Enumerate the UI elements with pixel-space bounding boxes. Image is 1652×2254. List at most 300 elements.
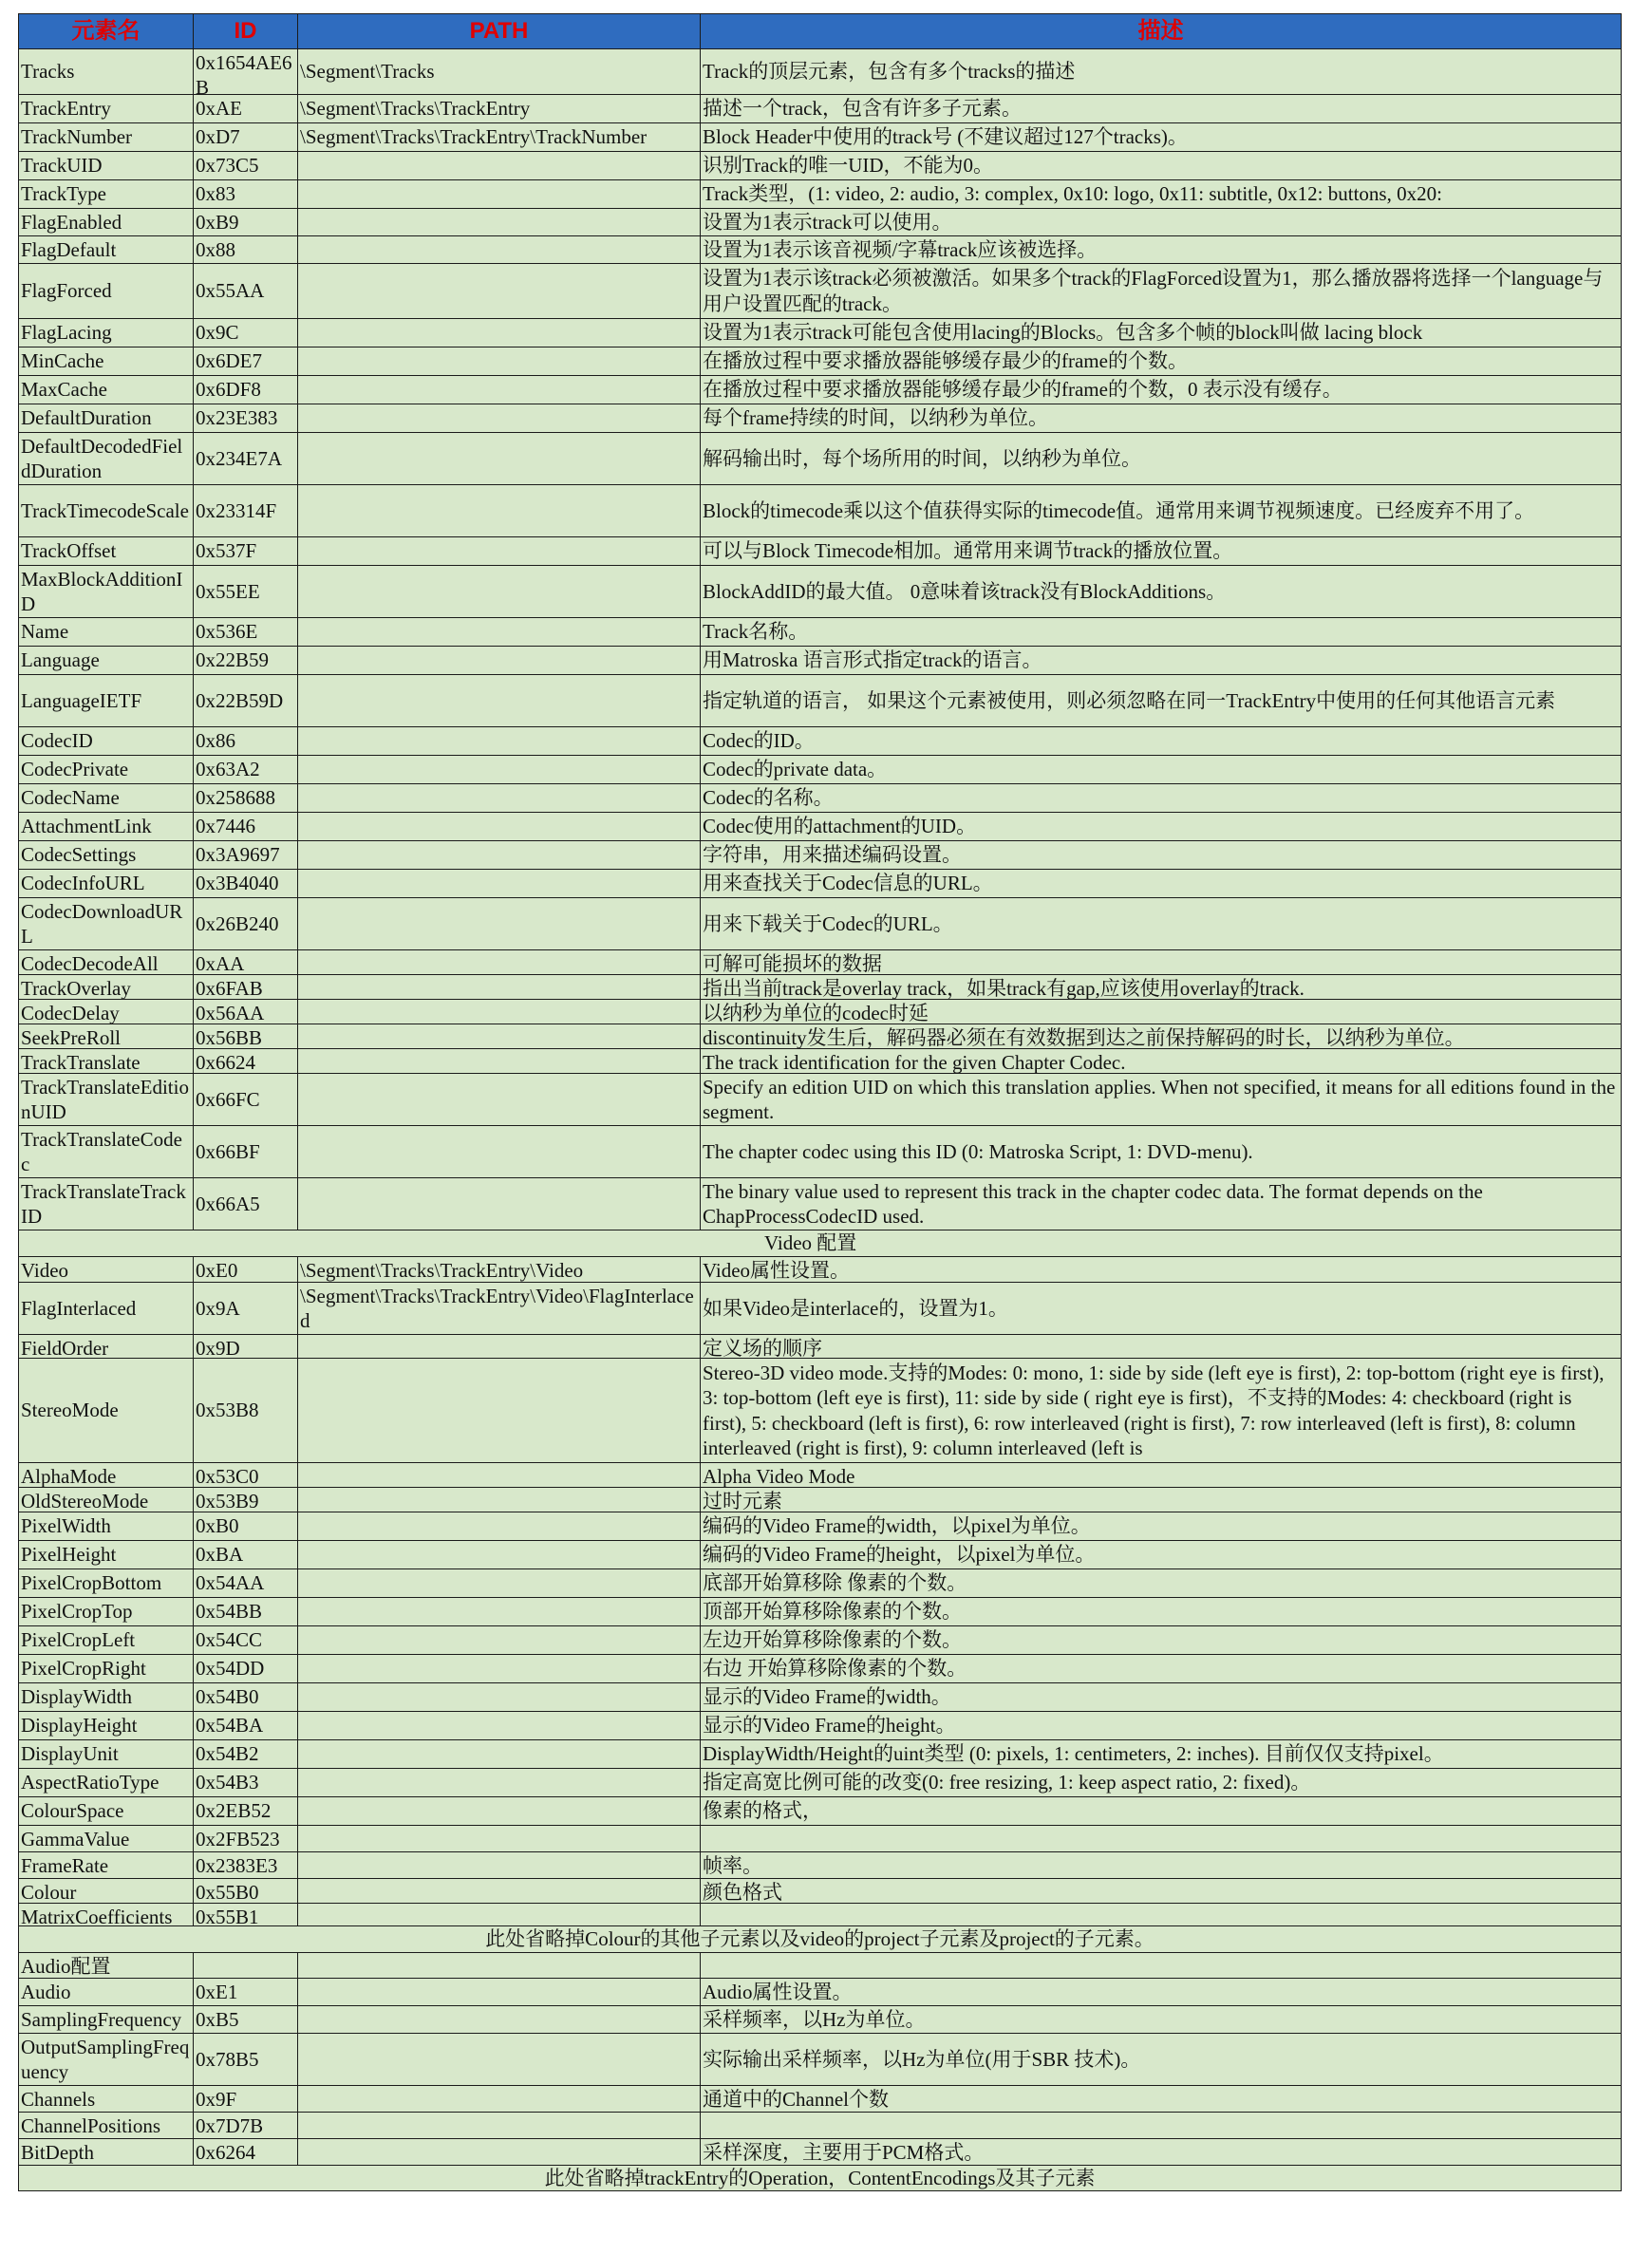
cell-id-text: 0x63A2	[196, 758, 260, 781]
cell-id-text: 0x2383E3	[196, 1853, 278, 1877]
cell-description	[701, 152, 1622, 180]
table-row	[19, 950, 1622, 975]
cell-description	[701, 1769, 1622, 1797]
table-row	[19, 647, 1622, 675]
cell-id-text: 0x54B0	[196, 1685, 259, 1709]
cell-id	[194, 347, 298, 376]
cell-element-name-text: ColourSpace	[21, 1799, 124, 1823]
cell-id	[194, 1904, 298, 1926]
cell-element-name-text: PixelHeight	[21, 1543, 117, 1567]
cell-element-name	[19, 433, 194, 485]
cell-element-name	[19, 1257, 194, 1283]
cell-description-text: 设置为1表示track可能包含使用lacing的Blocks。包含多个帧的block叫做 lacing block	[703, 321, 1423, 345]
cell-description-text: 过时元素	[703, 1489, 782, 1512]
cell-description-text: 设置为1表示该track必须被激活。如果多个track的FlagForced设置为1，那么播放器将选择一个language与用户设置匹配的track。	[703, 267, 1604, 315]
cell-id	[194, 727, 298, 756]
cell-element-name	[19, 95, 194, 123]
table-row	[19, 1024, 1622, 1049]
cell-element-name-text: OldStereoMode	[21, 1489, 149, 1512]
cell-id	[194, 2034, 298, 2086]
cell-path	[298, 180, 701, 209]
cell-path	[298, 485, 701, 537]
cell-description-text: 显示的Video Frame的width。	[703, 1685, 951, 1709]
cell-element-name	[19, 647, 194, 675]
table-row	[19, 1979, 1622, 2006]
cell-description	[701, 2034, 1622, 2086]
cell-element-name	[19, 1769, 194, 1797]
cell-id	[194, 1257, 298, 1283]
cell-path	[298, 2086, 701, 2113]
cell-path	[298, 1712, 701, 1740]
cell-path	[298, 2139, 701, 2166]
table-row	[19, 841, 1622, 870]
cell-id	[194, 433, 298, 485]
cell-id-text: 0x2EB52	[196, 1799, 272, 1823]
table-row	[19, 1826, 1622, 1852]
cell-description	[701, 95, 1622, 123]
section-row	[19, 1230, 1622, 1257]
cell-path	[298, 784, 701, 813]
table-row	[19, 1512, 1622, 1541]
cell-id-text: 0x22B59D	[196, 688, 284, 712]
cell-element-name	[19, 2086, 194, 2113]
cell-id-text: 0xAA	[196, 951, 245, 974]
cell-element-name	[19, 347, 194, 376]
cell-description-text: 像素的格式，	[703, 1799, 822, 1823]
cell-id-text: 0xD7	[196, 125, 240, 149]
cell-id	[194, 1541, 298, 1569]
table-row	[19, 1335, 1622, 1359]
cell-element-name	[19, 1852, 194, 1879]
cell-element-name	[19, 813, 194, 841]
cell-element-name	[19, 485, 194, 537]
cell-description	[701, 236, 1622, 264]
section-note: 此处省略掉Colour的其他子元素以及video的project子元素及project的子元素。	[19, 1926, 1622, 1953]
cell-id-text: 0x258688	[196, 786, 275, 810]
cell-id	[194, 236, 298, 264]
cell-description	[701, 784, 1622, 813]
table-row	[19, 376, 1622, 404]
cell-description	[701, 1335, 1622, 1359]
cell-id	[194, 376, 298, 404]
cell-path	[298, 152, 701, 180]
cell-element-name	[19, 123, 194, 152]
cell-element-name-text: CodecInfoURL	[21, 872, 145, 895]
cell-element-name	[19, 209, 194, 236]
cell-description-text: 定义场的顺序	[703, 1336, 822, 1358]
cell-description-text: 底部开始算移除 像素的个数。	[703, 1571, 967, 1595]
cell-element-name-text: FlagForced	[21, 279, 112, 303]
cell-description-text: 用Matroska 语言形式指定track的语言。	[703, 648, 1042, 672]
header-path: PATH	[298, 14, 701, 49]
cell-id	[194, 1283, 298, 1335]
cell-description-text: Block的timecode乘以这个值获得实际的timecode值。通常用来调节视频速度。已经废弃不用了。	[703, 498, 1535, 522]
cell-element-name	[19, 975, 194, 1000]
cell-element-name	[19, 2006, 194, 2034]
cell-element-name-text: Audio	[21, 1980, 71, 2003]
cell-description-text: Audio属性设置。	[703, 1980, 853, 2003]
cell-id	[194, 1463, 298, 1488]
cell-description-text: 每个frame持续的时间，以纳秒为单位。	[703, 406, 1048, 430]
cell-path	[298, 1904, 701, 1926]
cell-id	[194, 209, 298, 236]
cell-id	[194, 1569, 298, 1598]
cell-description-text: Track的顶层元素，包含有多个tracks的描述	[703, 60, 1076, 84]
cell-description-text: 解码输出时，每个场所用的时间，以纳秒为单位。	[703, 446, 1141, 470]
cell-description-text: 可解可能损坏的数据	[703, 951, 882, 974]
cell-id	[194, 975, 298, 1000]
cell-description	[701, 1000, 1622, 1024]
cell-element-name	[19, 1000, 194, 1024]
cell-description	[701, 1569, 1622, 1598]
cell-path	[298, 1359, 701, 1463]
cell-description-text: Codec的private data。	[703, 758, 888, 781]
cell-description	[701, 1178, 1622, 1230]
cell-element-name	[19, 1178, 194, 1230]
cell-id-text: 0x54BA	[196, 1714, 264, 1737]
cell-description-text: The track identification for the given Chapter Codec.	[703, 1050, 1126, 1073]
cell-description-text: 设置为1表示该音视频/字幕track应该被选择。	[703, 237, 1098, 261]
cell-description-text: 通道中的Channel个数	[703, 2087, 889, 2111]
cell-element-name-text: MaxCache	[21, 378, 107, 402]
cell-element-name-text: Language	[21, 648, 100, 672]
cell-description	[701, 870, 1622, 898]
cell-id	[194, 841, 298, 870]
cell-element-name-text: Audio配置	[21, 1954, 111, 1978]
cell-description	[701, 950, 1622, 975]
cell-element-name	[19, 1904, 194, 1926]
table-row	[19, 236, 1622, 264]
cell-path	[298, 1000, 701, 1024]
cell-description-text: 采样频率，以Hz为单位。	[703, 2007, 926, 2031]
table-row	[19, 1569, 1622, 1598]
cell-element-name-text: TrackTranslate	[21, 1050, 141, 1073]
cell-id	[194, 870, 298, 898]
cell-id-text: 0xE0	[196, 1258, 238, 1282]
cell-id-text: 0x86	[196, 729, 235, 753]
cell-element-name-text: LanguageIETF	[21, 688, 142, 712]
table-row	[19, 1797, 1622, 1826]
table-row	[19, 1126, 1622, 1178]
cell-path	[298, 376, 701, 404]
cell-element-name	[19, 618, 194, 647]
cell-description-text: Track类型，(1: video, 2: audio, 3: complex, 0x10: logo, 0x11: subtitle, 0x12: buttons, 0x20:	[703, 182, 1442, 206]
cell-element-name-text: DisplayUnit	[21, 1742, 119, 1766]
cell-description	[701, 618, 1622, 647]
cell-path	[298, 870, 701, 898]
cell-element-name-text: OutputSamplingFrequency	[21, 2035, 190, 2083]
cell-id-text: 0x6264	[196, 2140, 255, 2164]
cell-id-text: 0x9F	[196, 2087, 237, 2111]
cell-id-text: 0x66BF	[196, 1139, 260, 1163]
cell-path	[298, 898, 701, 950]
cell-element-name	[19, 236, 194, 264]
cell-description-text: 编码的Video Frame的width，以pixel为单位。	[703, 1514, 1091, 1538]
cell-id	[194, 1598, 298, 1626]
cell-description	[701, 1541, 1622, 1569]
cell-id	[194, 123, 298, 152]
table-row	[19, 49, 1622, 95]
table-row	[19, 95, 1622, 123]
cell-element-name	[19, 2034, 194, 2086]
cell-id	[194, 1178, 298, 1230]
cell-id	[194, 675, 298, 727]
cell-description	[701, 975, 1622, 1000]
cell-description	[701, 2113, 1622, 2139]
cell-path	[298, 566, 701, 618]
cell-description-text: 顶部开始算移除像素的个数。	[703, 1600, 962, 1624]
cell-id-text: 0x53B8	[196, 1399, 259, 1422]
cell-description	[701, 2139, 1622, 2166]
cell-description	[701, 347, 1622, 376]
cell-path	[298, 1541, 701, 1569]
table-row	[19, 1953, 1622, 1979]
cell-id-text: 0x23E383	[196, 406, 278, 430]
cell-path	[298, 123, 701, 152]
cell-id	[194, 95, 298, 123]
cell-path	[298, 1979, 701, 2006]
cell-element-name-text: TrackType	[21, 182, 106, 206]
cell-description-text: The binary value used to represent this track in the chapter codec data. The format depends on the ChapProcessCodecID used.	[703, 1179, 1483, 1228]
cell-id	[194, 566, 298, 618]
table-row	[19, 618, 1622, 647]
cell-element-name-text: DisplayWidth	[21, 1685, 132, 1709]
cell-description	[701, 1074, 1622, 1126]
cell-id-text: 0x6FAB	[196, 976, 263, 999]
cell-id	[194, 1769, 298, 1797]
cell-element-name-text: TrackTranslateTrackID	[21, 1179, 186, 1228]
cell-id-text: 0x23314F	[196, 498, 277, 522]
cell-element-name	[19, 1359, 194, 1463]
cell-id-text: 0x78B5	[196, 2047, 259, 2071]
cell-id	[194, 2139, 298, 2166]
cell-element-name-text: SamplingFrequency	[21, 2007, 182, 2031]
cell-element-name	[19, 1512, 194, 1541]
table-row	[19, 1740, 1622, 1769]
cell-description	[701, 537, 1622, 566]
cell-element-name	[19, 1335, 194, 1359]
cell-path	[298, 756, 701, 784]
cell-description-text: 左边开始算移除像素的个数。	[703, 1628, 962, 1652]
cell-description	[701, 1463, 1622, 1488]
cell-element-name	[19, 1024, 194, 1049]
cell-description-text: 指定轨道的语言， 如果这个元素被使用，则必须忽略在同一TrackEntry中使用的任何其他语言元素	[703, 688, 1556, 712]
cell-id	[194, 1074, 298, 1126]
cell-path	[298, 2006, 701, 2034]
table-row	[19, 1655, 1622, 1683]
cell-element-name	[19, 404, 194, 433]
cell-id	[194, 1797, 298, 1826]
cell-id	[194, 618, 298, 647]
cell-id	[194, 756, 298, 784]
cell-element-name-text: FlagDefault	[21, 237, 117, 261]
table-row	[19, 675, 1622, 727]
cell-element-name-text: Colour	[21, 1880, 77, 1903]
cell-path	[298, 209, 701, 236]
cell-id-text: 0x9A	[196, 1296, 240, 1320]
cell-element-name-text: FrameRate	[21, 1853, 109, 1877]
cell-id-text: 0x55EE	[196, 579, 260, 603]
cell-id	[194, 1335, 298, 1359]
cell-id	[194, 2086, 298, 2113]
cell-id	[194, 1049, 298, 1074]
cell-description-text: 显示的Video Frame的height。	[703, 1714, 956, 1737]
cell-id	[194, 784, 298, 813]
cell-path	[298, 1257, 701, 1283]
cell-element-name-text: MatrixCoefficients	[21, 1905, 173, 1925]
cell-element-name	[19, 1879, 194, 1904]
header-id: ID	[194, 14, 298, 49]
cell-description-text: BlockAddID的最大值。 0意味着该track没有BlockAdditions。	[703, 579, 1227, 603]
cell-id-text: 0xB5	[196, 2007, 239, 2031]
cell-path	[298, 236, 701, 264]
cell-path	[298, 1769, 701, 1797]
cell-id-text: 0x55AA	[196, 279, 265, 303]
cell-description-text: Codec使用的attachment的UID。	[703, 815, 977, 838]
cell-id-text: 0x9D	[196, 1336, 240, 1358]
cell-id-text: 0x9C	[196, 321, 239, 345]
cell-element-name	[19, 319, 194, 347]
cell-description	[701, 485, 1622, 537]
cell-id-text: 0x55B0	[196, 1880, 259, 1903]
cell-path	[298, 319, 701, 347]
cell-id	[194, 180, 298, 209]
cell-description	[701, 1512, 1622, 1541]
cell-path	[298, 1126, 701, 1178]
cell-element-name-text: TrackOverlay	[21, 976, 131, 999]
cell-element-name-text: PixelCropLeft	[21, 1628, 136, 1652]
cell-id-text: 0x54DD	[196, 1657, 265, 1681]
cell-description-text: 在播放过程中要求播放器能够缓存最少的frame的个数。	[703, 349, 1188, 373]
cell-id-text: 0x54B2	[196, 1742, 259, 1766]
cell-description	[701, 1598, 1622, 1626]
cell-id-text: 0x1654AE6B	[196, 50, 292, 94]
cell-element-name-text: TrackNumber	[21, 125, 133, 149]
table-row	[19, 975, 1622, 1000]
cell-id-text: 0x3A9697	[196, 843, 280, 867]
cell-description-text: 可以与Block Timecode相加。通常用来调节track的播放位置。	[703, 539, 1233, 563]
cell-id	[194, 813, 298, 841]
cell-id	[194, 1953, 298, 1979]
cell-id-text: 0x54B3	[196, 1771, 259, 1794]
cell-description-text: Codec的ID。	[703, 729, 815, 753]
cell-element-name	[19, 2113, 194, 2139]
section-note: Video 配置	[19, 1230, 1622, 1257]
cell-id-text: 0x83	[196, 182, 235, 206]
cell-description	[701, 319, 1622, 347]
cell-element-name-text: CodecDelay	[21, 1001, 120, 1024]
cell-element-name	[19, 898, 194, 950]
cell-path	[298, 1598, 701, 1626]
cell-element-name-text: FlagInterlaced	[21, 1296, 137, 1320]
cell-id	[194, 1359, 298, 1463]
cell-description	[701, 566, 1622, 618]
cell-path	[298, 347, 701, 376]
cell-element-name-text: PixelCropTop	[21, 1600, 133, 1624]
cell-description	[701, 2006, 1622, 2034]
cell-path	[298, 1335, 701, 1359]
cell-path	[298, 1852, 701, 1879]
cell-element-name-text: Channels	[21, 2087, 96, 2111]
cell-description	[701, 1626, 1622, 1655]
cell-id-text: 0xAE	[196, 97, 242, 121]
cell-element-name	[19, 1797, 194, 1826]
cell-element-name-text: TrackTimecodeScale	[21, 498, 189, 522]
cell-id	[194, 2006, 298, 2034]
cell-id-text: 0xE1	[196, 1980, 238, 2003]
cell-description-text: 识别Track的唯一UID，不能为0。	[703, 154, 994, 178]
table-row	[19, 180, 1622, 209]
cell-description	[701, 1126, 1622, 1178]
cell-element-name-text: CodecDecodeAll	[21, 951, 159, 974]
cell-element-name	[19, 727, 194, 756]
cell-description	[701, 1826, 1622, 1852]
cell-id	[194, 49, 298, 95]
cell-element-name	[19, 1488, 194, 1512]
cell-element-name	[19, 1541, 194, 1569]
cell-description-text: 帧率。	[703, 1853, 762, 1877]
cell-element-name	[19, 870, 194, 898]
cell-path	[298, 49, 701, 95]
table-row	[19, 898, 1622, 950]
cell-element-name-text: FlagEnabled	[21, 210, 122, 234]
cell-description	[701, 1979, 1622, 2006]
cell-description-text: 用来下载关于Codec的URL。	[703, 911, 953, 935]
table-row	[19, 1049, 1622, 1074]
cell-element-name-text: AspectRatioType	[21, 1771, 160, 1794]
cell-element-name	[19, 1598, 194, 1626]
cell-path	[298, 433, 701, 485]
cell-description-text: 如果Video是interlace的，设置为1。	[703, 1296, 1008, 1320]
cell-path	[298, 1512, 701, 1541]
cell-description-text: 指定高宽比例可能的改变(0: free resizing, 1: keep aspect ratio, 2: fixed)。	[703, 1771, 1311, 1794]
cell-element-name	[19, 1463, 194, 1488]
cell-id	[194, 1024, 298, 1049]
cell-description	[701, 1049, 1622, 1074]
cell-id-text: 0x234E7A	[196, 446, 282, 470]
table-row	[19, 1463, 1622, 1488]
header-element-name: 元素名	[19, 14, 194, 49]
cell-element-name-text: SeekPreRoll	[21, 1025, 121, 1048]
section-row	[19, 2166, 1622, 2191]
cell-description-text: Video属性设置。	[703, 1258, 851, 1282]
cell-element-name	[19, 784, 194, 813]
cell-element-name-text: CodecName	[21, 786, 120, 810]
cell-path-text: \Segment\Tracks\TrackEntry\Video\FlagInterlaced	[300, 1284, 694, 1332]
cell-element-name	[19, 841, 194, 870]
cell-element-name-text: CodecSettings	[21, 843, 137, 867]
cell-element-name	[19, 1126, 194, 1178]
cell-element-name	[19, 264, 194, 319]
cell-element-name	[19, 1683, 194, 1712]
table-row	[19, 209, 1622, 236]
cell-element-name	[19, 1979, 194, 2006]
cell-description	[701, 1257, 1622, 1283]
cell-path	[298, 1879, 701, 1904]
cell-element-name	[19, 537, 194, 566]
cell-description-text: The chapter codec using this ID (0: Matroska Script, 1: DVD-menu).	[703, 1139, 1253, 1163]
cell-id-text: 0x536E	[196, 620, 258, 644]
cell-description-text: Stereo-3D video mode.支持的Modes: 0: mono, 1: side by side (left eye is first), 2: top-bottom (right eye is first), 3: top-bottom (left eye is first), 11: side by side ( right eye is first)，不支持的Modes: 4: checkboard (right is first), 5: checkboard (left is first), 6: row interleaved (right is first), 7: row interleaved (left is first), 8: column interleaved (right is first), 9: column interleaved (left is	[703, 1362, 1605, 1459]
cell-description	[701, 841, 1622, 870]
cell-element-name	[19, 566, 194, 618]
cell-element-name-text: FlagLacing	[21, 321, 112, 345]
cell-id	[194, 1879, 298, 1904]
cell-description	[701, 49, 1622, 95]
cell-description-text: Specify an edition UID on which this translation applies. When not specified, it means for all editions found in the segment.	[703, 1075, 1616, 1123]
cell-id	[194, 1488, 298, 1512]
table-row	[19, 1178, 1622, 1230]
